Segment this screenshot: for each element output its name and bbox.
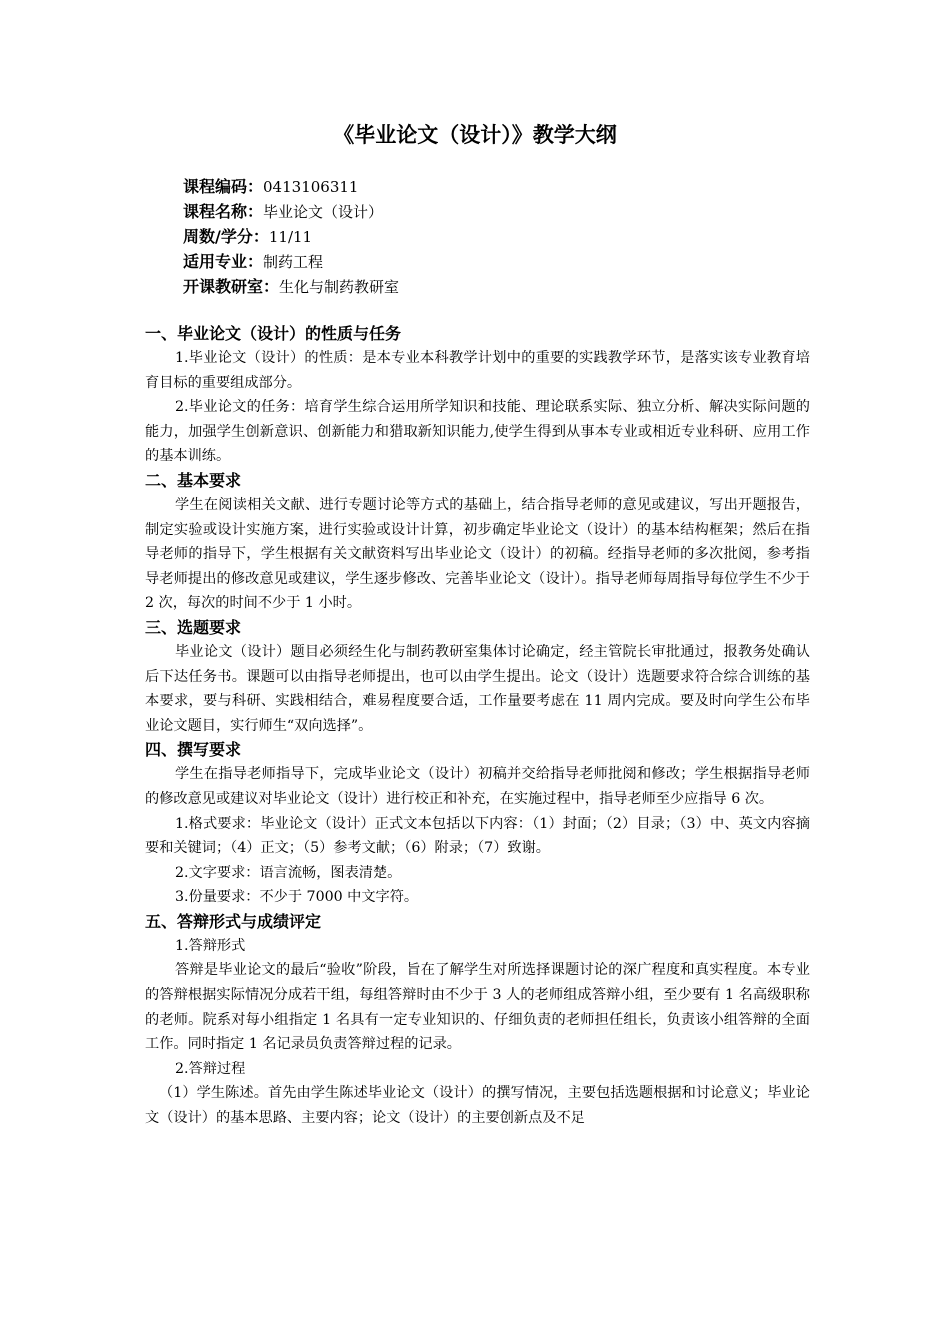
section-5-paragraph-2: （1）学生陈述。首先由学生陈述毕业论文（设计）的撰写情况，主要包括选题根据和讨论意义；毕业论文（设计）的基本思路、主要内容；论文（设计）的主要创新点及不足	[145, 1085, 810, 1127]
document-body	[145, 322, 810, 1131]
course-name-value: 毕业论文（设计）	[263, 203, 384, 221]
department-value: 生化与制药教研室	[279, 278, 400, 296]
course-info	[183, 174, 399, 299]
major-value: 制药工程	[263, 253, 324, 271]
weeks-credits-row	[183, 224, 399, 249]
section-2-paragraph-1: 学生在阅读相关文献、进行专题讨论等方式的基础上，结合指导老师的意见或建议，写出开题报告，制定实验或设计实施方案，进行实验或设计计算，初步确定毕业论文（设计）的基本结构框架；然后在指导老师的指导下，学生根据有关文献资料写出毕业论文（设计）的初稿。经指导老师的多次批阅，参考指导老师提出的修改意见或建议，学生逐步修改、完善毕业论文（设计）。指导老师每周指导每位学生不少于 2 次，每次的时间不少于 1 小时。	[145, 496, 810, 612]
section-5-heading: 五、答辩形式与成绩评定	[145, 911, 322, 931]
section-5-paragraph-1: 答辩是毕业论文的最后“验收”阶段，旨在了解学生对所选择课题讨论的深广程度和真实程度。本专业的答辩根据实际情况分成若干组，每组答辩时由不少于 3 人的老师组成答辩小组，至少要有 1 名高级职称的老师。院系对每小组指定 1 名具有一定专业知识的、仔细负责的老师担任组长，负责该小组答辩的全面工作。同时指定 1 名记录员负责答辩过程的记录。	[145, 962, 810, 1053]
course-code-value: 0413106311	[263, 178, 359, 196]
section-1-paragraph-1: 1.毕业论文（设计）的性质：是本专业本科教学计划中的重要的实践教学环节，是落实该专业教育培育目标的重要组成部分。	[145, 350, 810, 391]
course-code-label: 课程编码：	[183, 177, 264, 196]
section-4-paragraph-4: 3.份量要求：不少于 7000 中文字符。	[175, 889, 419, 906]
document-title: 《毕业论文（设计）》教学大纲	[333, 123, 617, 147]
section-1-heading: 一、毕业论文（设计）的性质与任务	[145, 324, 402, 343]
section-3-heading: 三、选题要求	[145, 617, 242, 637]
course-name-label: 课程名称：	[183, 202, 264, 221]
section-5-subheading-2: 2.答辩过程	[175, 1060, 246, 1077]
section-1-paragraph-2: 2.毕业论文的任务：培育学生综合运用所学知识和技能、理论联系实际、独立分析、解决实际问题的能力，加强学生创新意识、创新能力和猎取新知识能力,使学生得到从事本专业或相近专业科研、应用工作的基本训练。	[145, 399, 810, 465]
section-5-subheading-1: 1.答辩形式	[175, 937, 246, 954]
weeks-credits-label: 周数/学分：	[183, 227, 269, 246]
major-label: 适用专业：	[183, 252, 264, 271]
department-label: 开课教研室：	[183, 277, 280, 296]
weeks-credits-value: 11/11	[268, 228, 313, 246]
major-row	[183, 249, 399, 274]
section-4-paragraph-2: 1.格式要求：毕业论文（设计）正式文本包括以下内容：（1）封面；（2）目录；（3）中、英文内容摘要和关键词；（4）正文；（5）参考文献；（6）附录；（7）致谢。	[145, 815, 810, 857]
department-row	[183, 274, 399, 299]
section-2-heading: 二、基本要求	[145, 470, 242, 490]
course-code-row	[183, 174, 399, 199]
section-4-paragraph-1: 学生在指导老师指导下，完成毕业论文（设计）初稿并交给指导老师批阅和修改；学生根据指导老师的修改意见或建议对毕业论文（设计）进行校正和补充，在实施过程中，指导老师至少应指导 6 次。	[145, 766, 810, 807]
section-4-paragraph-3: 2.文字要求：语言流畅，图表清楚。	[175, 864, 402, 881]
section-4-heading: 四、撰写要求	[145, 740, 242, 760]
course-name-row	[183, 199, 399, 224]
section-3-paragraph-1: 毕业论文（设计）题目必须经生化与制药教研室集体讨论确定，经主管院长审批通过，报教务处确认后下达任务书。课题可以由指导老师提出，也可以由学生提出。论文（设计）选题要求符合综合训练的基本要求，要与科研、实践相结合，难易程度要合适，工作量要考虑在 11 周内完成。要及时向学生公布毕业论文题目，实行师生“双向选择”。	[145, 643, 810, 734]
